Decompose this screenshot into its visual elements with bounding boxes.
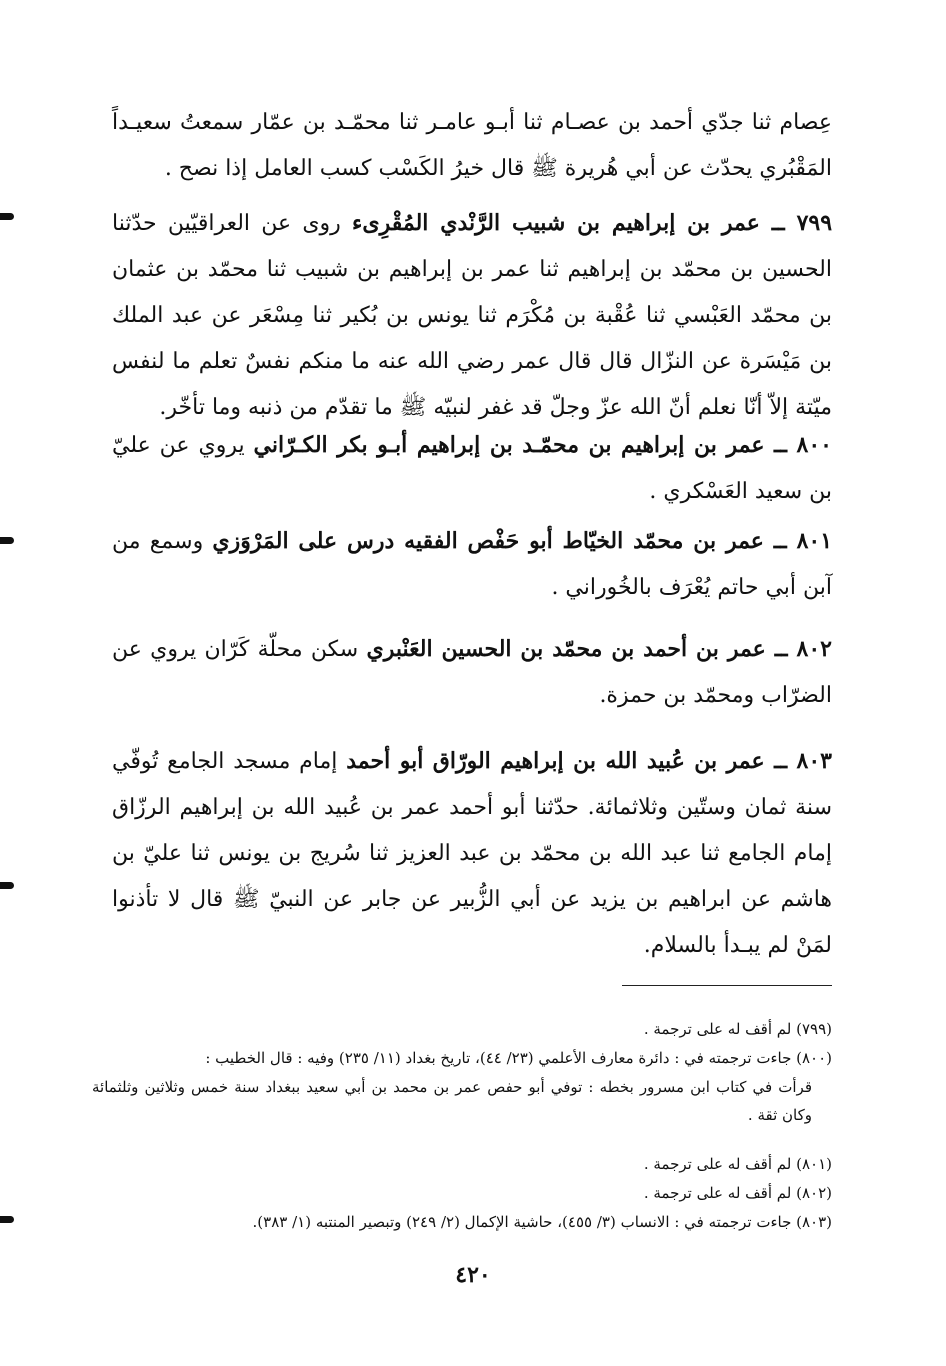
footnote-divider <box>622 985 832 986</box>
footnote-802: (٨٠٢) لم أقف له على ترجمة . <box>643 1184 832 1202</box>
paragraph-text: عِصام ثنا جدّي أحمد بن عصـام ثنا أبـو عامـر ثنا محمّـد بن عمّار سمعتُ سعيـداً المَقْبُري يحدّث عن أبي هُريرة ﷺ قال خيرُ الكَسْب كسب العامل إذا نصح . <box>112 110 832 181</box>
entry-heading: ٨٠٣ ــ عمر بن عُبيد الله بن إبراهيم الورّاق أبو أحمد <box>346 748 832 774</box>
entry-heading: ٨٠٢ ــ عمر بن أحمد بن محمّد بن الحسين العَنْبري <box>366 636 832 662</box>
entry-text: روى عن العراقيّين حدّثنا الحسين بن محمّد بن إبراهيم ثنا عمر بن إبراهيم بن شبيب ثنا محمّد بن عثمان بن محمّد العَبْسي ثنا عُقْبة بن مُكْرَم ثنا يونس بن بُكير ثنا مِسْعَر عن عبد الملك بن مَيْسَرة عن النزّال قال قال عمر رضي الله عنه ما منكم نفسٌ تعلم ما لنفس ميّتة إلاّ أنّا نعلم أنّ الله عزّ وجلّ قد غفر لنبيّه ﷺ ما تقدّم من ذنبه وما تأخّر. <box>112 211 833 420</box>
footnote-800: (٨٠٠) جاءت ترجمته في : دائرة معارف الأعلمي (٢٣/ ٤٤)، تاريخ بغداد (١١/ ٢٣٥) وفيه : قال الخطيب : <box>205 1049 832 1067</box>
entry-text: إمام مسجد الجامع تُوفّي سنة ثمان وستّين وثلاثمائة. حدّثنا أبو أحمد عمر بن عُبيد الله بن إبراهيم الرزّاق إمام الجامع ثنا عبد الله بن محمّد بن عبد العزيز ثنا سُريج بن يونس ثنا عليّ بن هاشم عن ابراهيم بن يزيد عن أبي الزُّبير عن جابر عن النبيّ ﷺ قال لا تأذنوا لمَنْ لم يبـدأ بالسلام. <box>112 749 833 958</box>
entry-text: سكن محلّة كَرّان يروي عن الضرّاب ومحمّد بن حمزة. <box>112 637 832 708</box>
footnote-799: (٧٩٩) لم أقف له على ترجمة . <box>643 1020 832 1038</box>
page-number: ٤٢٠ <box>455 1262 491 1288</box>
entry-802 <box>112 626 832 719</box>
entry-text: وسمع من آبن أبي حاتم يُعْرَف بالخُوراني . <box>112 529 832 600</box>
entry-799 <box>112 200 832 431</box>
footnote-803: (٨٠٣) جاءت ترجمته في : الانساب (٣/ ٤٥٥)، حاشية الإكمال (٢/ ٢٤٩) وتبصير المنتبه (١/ ٣٨٣). <box>252 1213 832 1231</box>
paragraph-continuation <box>112 100 832 192</box>
margin-mark <box>0 537 14 544</box>
footnote-801: (٨٠١) لم أقف له على ترجمة . <box>643 1155 832 1173</box>
entry-text: يروي عن عليّ بن سعيد العَسْكري . <box>112 433 832 504</box>
entry-heading: ٧٩٩ ــ عمر بن إبراهيم بن شبيب الرَّنْدي المُقْرِىء <box>352 210 833 236</box>
entry-800 <box>112 422 832 515</box>
entry-803 <box>112 738 832 969</box>
margin-mark <box>0 1216 14 1223</box>
entry-heading: ٨٠٠ ــ عمر بن إبراهيم بن محمّـد بن إبراهيم أبـو بكر الكـرّاني <box>253 432 832 458</box>
entry-801 <box>112 518 832 611</box>
margin-mark <box>0 882 14 889</box>
footnote-800-quote: قرأت في كتاب ابن مسرور بخطه : توفي أبو حفص عمر بن محمد بن أبي سعيد ببغداد سنة خمس وثلاثين وثلثمائة وكان ثقة . <box>92 1078 812 1124</box>
margin-mark <box>0 213 14 220</box>
entry-heading: ٨٠١ ــ عمر بن محمّد الخيّاط أبو حَفْص الفقيه درس على المَرْوَزي <box>212 528 833 554</box>
